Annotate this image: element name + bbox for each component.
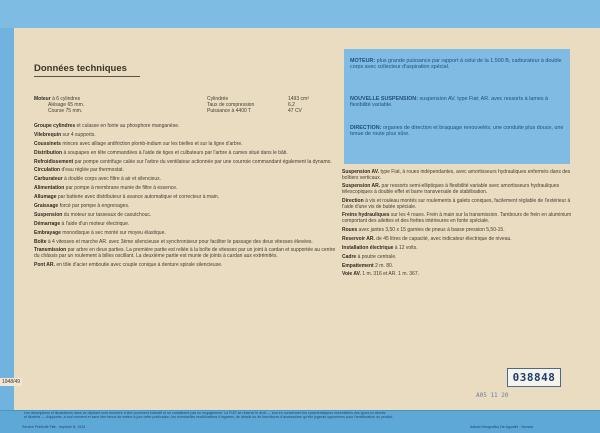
list-item: Alimentation par pompe à membrane munie de filtre à essence. [34, 185, 178, 192]
disclaimer-line-2: et illustrés — d'apporter, à tout moment et sans être tenue de mettre à jour cette publication, les éventuelles modifications d'organes, de détails ou de fournitures d'accessoires qu'elle jugerait opportunes pour l'amélioration du produit. [24, 415, 394, 420]
list-item: Allumage par batterie avec distributeur à avance automatique et correcteur à main. [34, 194, 220, 201]
list-item: Voie AV. 1 m. 316 et AR. 1 m. 367. [342, 271, 419, 278]
right-spec-list [342, 170, 572, 281]
list-item: Freins hydrauliques sur les 4 roues. Frein à main sur la transmission. Tambours de frein en aluminium comportant des ailettes et des frettes intérieures en fonte spéciale. [342, 212, 572, 225]
footer-disclaimer [24, 411, 584, 419]
highlights-box [344, 49, 570, 164]
list-item: Vilebrequin sur 4 supports. [34, 131, 96, 138]
disclaimer-line-1: Les descriptions et illustrations dans ce dépliant sont données à titre purement indicatif et ne constituent pas un engagement. La FIAT se réserve le droit — tout en conservant les caractéristiques essentielles des types ici décrits [24, 411, 386, 415]
highlight-moteur: MOTEUR: plus grande puissance par rapport à celui de la 1.500 B, carburateur à double corps avec collecteur d'aspiration spécial. [350, 58, 562, 71]
cylindree-label: Cylindrée [207, 96, 229, 102]
moteur-value: à 6 cylindres [52, 96, 81, 102]
compression-label: Taux de compression [207, 102, 255, 108]
list-item: Direction à vis et rouleau montés sur roulements à galets coniques, facilement réglable de l'extérieur à l'aide d'une vis de butée spéciale. [342, 197, 571, 210]
list-item: Suspension AV. type Fiat, à roues indépendantes, avec amortisseurs hydrauliques enfermés dans des boîtiers verticaux. [342, 169, 571, 181]
list-item: Circulation d'eau réglée par thermostat. [34, 167, 124, 174]
compression-value: 6,2 [288, 102, 295, 108]
page-title: Données techniques [34, 63, 127, 74]
list-item: Installation électrique à 12 volts. [342, 244, 418, 251]
list-item: Boîte à 4 vitesses et marche AR. avec 3ème silencieuse et synchroniseur pour faciliter le passage des deux vitesses élevées. [34, 238, 313, 245]
left-spec-list [34, 124, 339, 272]
list-item: Reservoir AR. de 45 litres de capacité, avec indicateur électrique de niveau. [342, 235, 512, 242]
title-underline [34, 76, 140, 77]
list-item: Groupe cylindres et culasse en fonte au phosphore manganèse. [34, 123, 180, 129]
list-item: Roues avec jantes 3,50 x 15 garnies de pneus à basse pression 5,50-15. [342, 226, 505, 233]
puissance-value: 47 CV [288, 108, 302, 114]
list-item: Démarrage à l'aide d'un moteur électrique. [34, 220, 130, 227]
inventory-stamp: 038848 [507, 368, 561, 387]
handwritten-note: A05 11 20 [476, 392, 509, 399]
list-item: Carburateur à double corps avec filtre à air et silencieux. [34, 176, 162, 183]
list-item: Embrayage monodisque à sec monté sur moyeu élastique. [34, 229, 166, 236]
moteur-label: Moteur [34, 96, 51, 102]
footer-printer: Istituto Geografico De Agostini - Novara [470, 425, 534, 429]
highlight-suspension: NOUVELLE SUSPENSION: suspension AV. type Fiat; AR. avec ressorts à lames à flexibilité variable. [350, 96, 549, 109]
footer-band [0, 410, 600, 433]
footer-publisher: Service Publicité Fiat - Imprimé N. 1534 [22, 425, 86, 429]
list-item: Coussinets minces avec alliage antifriction plomb-indium sur les bielles et sur la ligne d'arbre. [34, 140, 243, 147]
top-band [0, 0, 600, 28]
archive-year-label: 1948/49 [2, 379, 21, 385]
list-item: Pont AR. en tôle d'acier emboutie avec couple conique à denture spirale silencieuse. [34, 261, 223, 268]
list-item: Cadre à poutre centrale. [342, 253, 397, 260]
list-item: Suspension AR. par ressorts semi-elliptiques à flexibilité variable avec amortisseurs hydrauliques télescopiques à double effet et barre transversale de stabilisation. [342, 183, 560, 196]
list-item: Graissage forcé par pompe à engrenages. [34, 203, 130, 210]
list-item: Transmission par arbre en deux parties. La première partie est reliée à la boîte de vitesses par un joint à cardan et supportée au centre du châssis par un roulement à billes oscillant. La deuxième partie est munie de joints à cardan aux extrémités. [34, 247, 336, 260]
puissance-label: Puissance à 4400 T [207, 108, 252, 114]
highlight-direction: DIRECTION: organes de direction et braquage renouvelés; une conduite plus douce, une tenue de route plus sûre. [350, 125, 564, 138]
list-item: Refroidissement par pompe centrifuge calée sur l'arbre du ventilateur actionnée par une courroie commandant également la dynamo. [34, 158, 332, 165]
cylindree-value: 1493 cm³ [288, 96, 309, 102]
list-item: Empattement 2 m. 80. [342, 262, 394, 269]
list-item: Distribution à soupapes en tête commandées à l'aide de tiges et culbuteurs par l'arbre à cames situé dans le bâti. [34, 149, 288, 156]
list-item: Suspension du moteur sur tasseaux de caoutchouc. [34, 211, 152, 218]
course-line: Course 75 mm. [48, 108, 83, 114]
alesage-line: Alésage 65 mm. [48, 102, 85, 108]
